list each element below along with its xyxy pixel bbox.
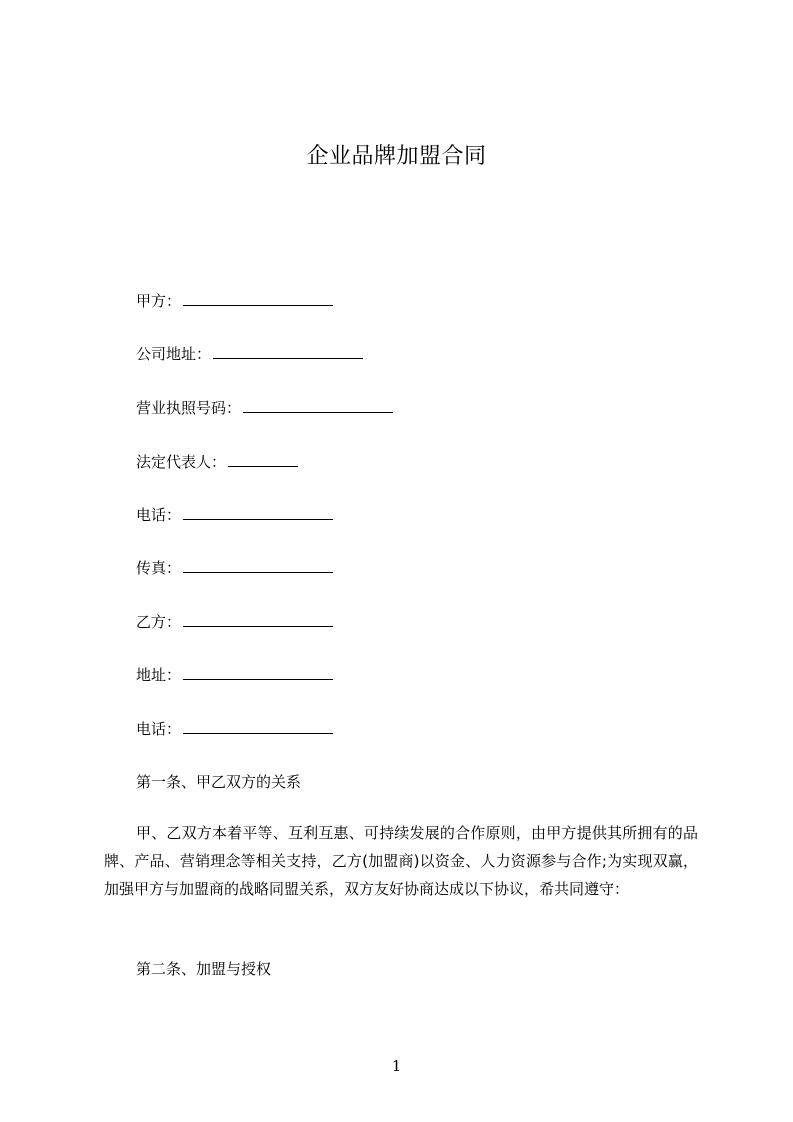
business-license-blank bbox=[243, 398, 393, 413]
business-license-field bbox=[136, 398, 393, 418]
party-b-address-blank bbox=[183, 665, 333, 680]
fax-field bbox=[136, 558, 333, 578]
fax-label: 传真： bbox=[136, 559, 182, 577]
page-number: 1 bbox=[391, 1057, 402, 1075]
party-a-blank bbox=[183, 291, 333, 306]
company-address-label: 公司地址： bbox=[136, 345, 212, 363]
legal-representative-label: 法定代表人： bbox=[136, 453, 227, 471]
business-license-label: 营业执照号码： bbox=[136, 399, 242, 417]
party-b-field bbox=[136, 612, 333, 632]
party-b-phone-label: 电话： bbox=[136, 720, 182, 738]
party-b-address-label: 地址： bbox=[136, 666, 182, 684]
party-a-phone-blank bbox=[183, 505, 333, 520]
article-1-body: 甲、乙双方本着平等、互利互惠、可持续发展的合作原则，由甲方提供其所拥有的品牌、产品、营销理念等相关支持，乙方(加盟商)以资金、人力资源参与合作;为实现双赢，加强甲方与加盟商的战略同盟关系，双方友好协商达成以下协议，希共同遵守： bbox=[104, 824, 698, 898]
fax-blank bbox=[183, 558, 333, 573]
party-b-label: 乙方： bbox=[136, 613, 182, 631]
party-a-phone-label: 电话： bbox=[136, 506, 182, 524]
party-a-field bbox=[136, 291, 333, 311]
party-a-label: 甲方： bbox=[136, 292, 182, 310]
party-b-address-field bbox=[136, 665, 333, 685]
document-title: 企业品牌加盟合同 bbox=[306, 144, 487, 169]
legal-representative-blank bbox=[228, 452, 298, 467]
party-b-phone-field bbox=[136, 719, 333, 739]
legal-representative-field bbox=[136, 452, 298, 472]
party-b-phone-blank bbox=[183, 719, 333, 734]
article-2-heading: 第二条、加盟与授权 bbox=[136, 960, 272, 978]
company-address-blank bbox=[213, 344, 363, 359]
article-1-heading: 第一条、甲乙双方的关系 bbox=[136, 773, 302, 791]
party-a-phone-field bbox=[136, 505, 333, 525]
company-address-field bbox=[136, 344, 363, 364]
party-b-blank bbox=[183, 612, 333, 627]
